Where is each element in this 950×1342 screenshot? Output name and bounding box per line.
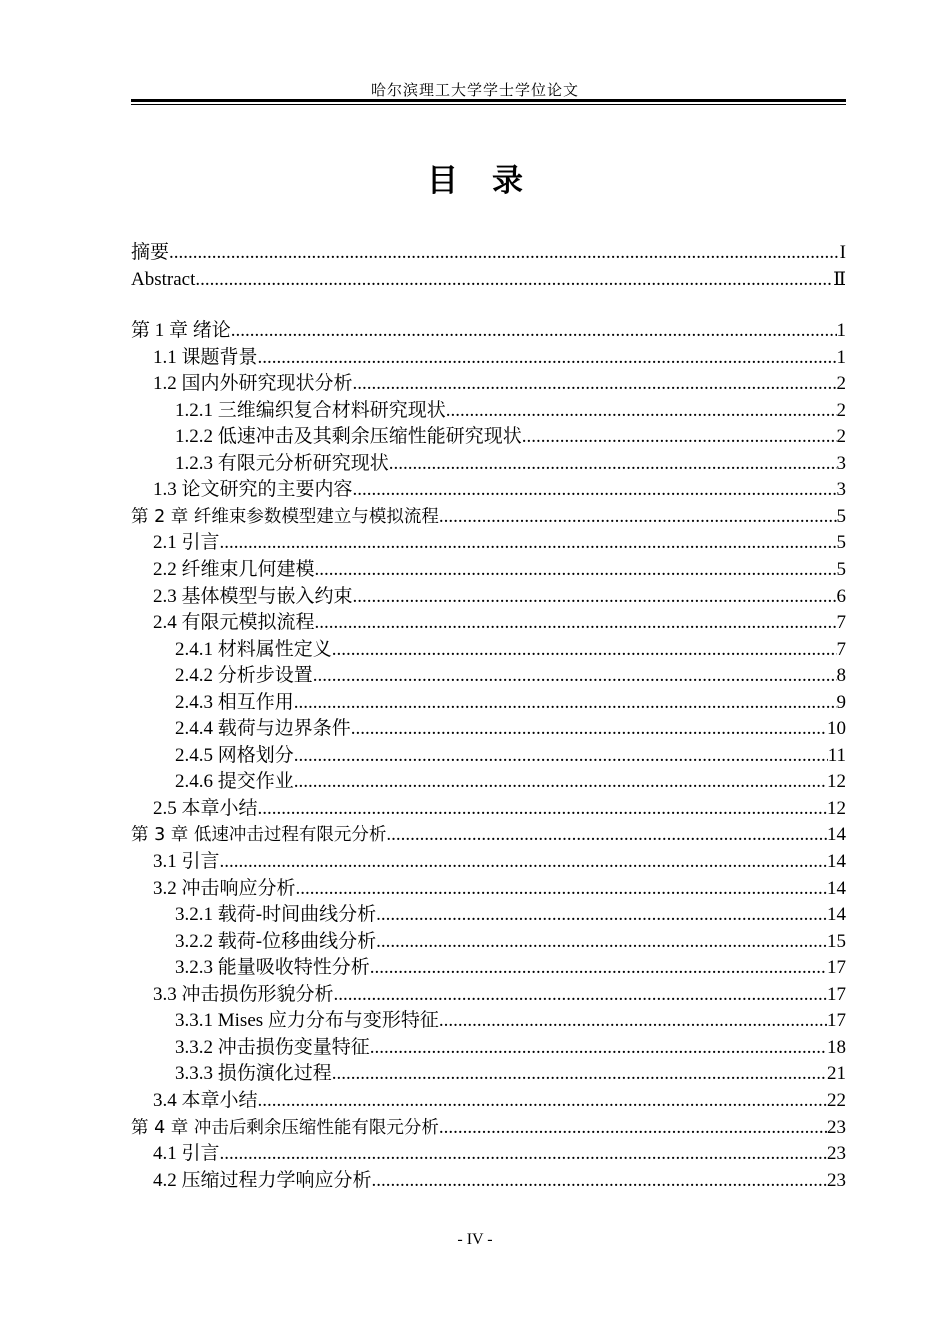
dot-leader: [296, 876, 827, 902]
toc-entry-page: 14: [827, 904, 846, 926]
toc-entry-title: 第 2 章 纤维束参数模型建立与模拟流程: [131, 506, 439, 527]
toc-entry[interactable]: [131, 876, 846, 902]
toc-entry-title: 1.2.1 三维编织复合材料研究现状: [175, 399, 446, 421]
toc-entry[interactable]: [131, 1008, 846, 1034]
toc-entry[interactable]: [131, 716, 846, 742]
toc-entry-title: 3.2.1 载荷-时间曲线分析: [175, 904, 377, 926]
toc-entry-title: 2.2 纤维束几何建模: [153, 558, 315, 580]
toc-entry[interactable]: [131, 663, 846, 689]
toc-entry-page: 2: [836, 373, 846, 395]
toc-entry-page: 21: [827, 1063, 846, 1085]
dot-leader: [386, 822, 827, 848]
toc-entry-page: 2: [836, 426, 846, 448]
toc-entry-page: I: [839, 242, 846, 263]
toc-entry-title: 1.2.2 低速冲击及其剩余压缩性能研究现状: [175, 426, 522, 448]
page-number-footer: - IV -: [457, 1231, 493, 1248]
toc-entry-title: 3.3.2 冲击损伤变量特征: [175, 1036, 370, 1058]
toc-entry-title: 2.4.6 提交作业: [175, 771, 294, 793]
toc-entry-page: 23: [827, 1169, 846, 1191]
dot-leader: [315, 557, 837, 583]
title-char-1: 目: [427, 163, 458, 199]
toc-entry[interactable]: [131, 902, 846, 928]
dot-leader: [258, 1088, 827, 1114]
dot-leader: [351, 716, 827, 742]
toc-entry-title: 3.2.2 载荷-位移曲线分析: [175, 930, 377, 952]
toc-entry-page: 15: [827, 930, 846, 952]
toc-entry-title: 摘要: [131, 242, 170, 263]
toc-entry[interactable]: [131, 477, 846, 503]
header-rule-thin: [131, 104, 846, 105]
toc-entry-title: 3.2.3 能量吸收特性分析: [175, 957, 370, 979]
toc-entry[interactable]: [131, 530, 846, 556]
toc-entry[interactable]: [131, 1088, 846, 1114]
toc-entry[interactable]: [131, 849, 846, 875]
toc-entry[interactable]: [131, 504, 846, 530]
toc-entry[interactable]: [131, 345, 846, 371]
toc-entry[interactable]: [131, 451, 846, 477]
toc-entry-title: 第 4 章 冲击后剩余压缩性能有限元分析: [131, 1117, 439, 1138]
toc-entry-page: 1: [836, 346, 846, 368]
toc-entry[interactable]: [131, 637, 846, 663]
dot-leader: [313, 663, 837, 689]
toc-entry[interactable]: [131, 822, 846, 848]
toc-entry-page: 11: [827, 744, 846, 766]
toc-entry[interactable]: [131, 267, 846, 293]
toc-entry-title: Abstract: [131, 268, 196, 290]
toc-entry[interactable]: [131, 398, 846, 424]
toc-entry[interactable]: [131, 1115, 846, 1141]
toc-entry-page: 1: [836, 320, 846, 341]
toc-entry-title: 1.2.3 有限元分析研究现状: [175, 452, 389, 474]
toc-entry-title: 2.4.5 网格划分: [175, 744, 294, 766]
toc-entry-title: 2.1 引言: [153, 532, 220, 554]
toc-entry[interactable]: [131, 929, 846, 955]
toc-entry-title: 2.5 本章小结: [153, 797, 258, 819]
toc-entry-page: 7: [836, 612, 846, 634]
dot-leader: [231, 318, 837, 344]
dot-leader: [315, 610, 837, 636]
title-char-2: 录: [492, 163, 523, 199]
toc-entry-page: 22: [827, 1089, 846, 1111]
toc-entry-page: 14: [827, 824, 846, 846]
toc-entry[interactable]: [131, 318, 846, 344]
toc-entry-title: 第 1 章 绪论: [131, 320, 231, 341]
toc-entry-page: 14: [827, 877, 846, 899]
toc-entry-title: 3.1 引言: [153, 851, 220, 872]
toc-entry-title: 2.3 基体模型与嵌入约束: [153, 585, 353, 607]
dot-leader: [195, 267, 833, 293]
toc-entry-page: 14: [827, 851, 846, 872]
header-rule-thick: [131, 99, 846, 102]
toc-entry-page: Ⅱ: [833, 268, 846, 290]
dot-leader: [446, 398, 837, 424]
toc-entry-title: 4.1 引言: [153, 1143, 220, 1165]
toc-entry[interactable]: [131, 1141, 846, 1167]
toc-entry-page: 7: [836, 638, 846, 660]
dot-leader: [258, 796, 827, 822]
toc-entry-page: 18: [827, 1036, 846, 1058]
dot-leader: [294, 743, 828, 769]
toc-entry-title: 2.4.4 载荷与边界条件: [175, 718, 351, 740]
dot-leader: [332, 637, 837, 663]
toc-entry-page: 3: [836, 452, 846, 474]
toc-entry-title: 4.2 压缩过程力学响应分析: [153, 1169, 372, 1191]
toc-entry-title: 1.3 论文研究的主要内容: [153, 479, 353, 501]
toc-entry-page: 12: [827, 771, 846, 793]
toc-entry-page: 5: [836, 558, 846, 580]
dot-leader: [294, 690, 837, 716]
dot-leader: [370, 1035, 827, 1061]
toc-entry-title: 3.2 冲击响应分析: [153, 877, 296, 899]
toc-entry-title: 第 3 章 低速冲击过程有限元分析: [131, 825, 387, 846]
dot-leader: [439, 1115, 827, 1141]
dot-leader: [372, 1168, 827, 1194]
toc-entry[interactable]: [131, 1061, 846, 1087]
dot-leader: [169, 240, 840, 266]
toc-entry[interactable]: [131, 955, 846, 981]
toc-entry-page: 23: [827, 1143, 846, 1165]
dot-leader: [353, 371, 837, 397]
toc-entry-title: 3.3 冲击损伤形貌分析: [153, 983, 334, 1005]
toc-entry[interactable]: [131, 1168, 846, 1194]
toc-entry[interactable]: [131, 769, 846, 795]
dot-leader: [334, 982, 827, 1008]
toc-entry-page: 17: [827, 957, 846, 979]
dot-leader: [376, 929, 827, 955]
toc-entry-page: 23: [827, 1116, 846, 1138]
dot-leader: [353, 584, 837, 610]
toc-entry[interactable]: [131, 584, 846, 610]
dot-leader: [220, 849, 827, 875]
toc-entry[interactable]: [131, 982, 846, 1008]
toc-entry-page: 9: [836, 691, 846, 713]
dot-leader: [258, 345, 837, 371]
toc-entry-page: 2: [836, 399, 846, 421]
toc-entry[interactable]: [131, 796, 846, 822]
toc-entry-title: 1.2 国内外研究现状分析: [153, 373, 353, 395]
toc-entry-page: 5: [836, 505, 846, 527]
dot-leader: [376, 902, 827, 928]
dot-leader: [353, 477, 837, 503]
toc-entry-title: 3.3.1 Mises 应力分布与变形特征: [175, 1010, 439, 1032]
toc-entry-page: 6: [836, 585, 846, 607]
dot-leader: [389, 451, 837, 477]
page-title: [0, 155, 950, 200]
toc-entry-page: 8: [836, 665, 846, 687]
toc-entry[interactable]: [131, 424, 846, 450]
running-header: 哈尔滨理工大学学士学位论文: [370, 83, 579, 99]
dot-leader: [370, 955, 827, 981]
dot-leader: [294, 769, 827, 795]
dot-leader: [439, 1008, 827, 1034]
toc-entry-page: 17: [827, 983, 846, 1005]
toc-entry-title: 3.3.3 损伤演化过程: [175, 1063, 332, 1085]
toc-entry[interactable]: [131, 371, 846, 397]
toc-entry[interactable]: [131, 610, 846, 636]
toc-entry-title: 2.4 有限元模拟流程: [153, 612, 315, 634]
dot-leader: [439, 504, 837, 530]
toc-entry-title: 3.4 本章小结: [153, 1089, 258, 1111]
dot-leader: [522, 424, 837, 450]
toc-entry-page: 17: [827, 1010, 846, 1032]
toc-entry-title: 2.4.1 材料属性定义: [175, 638, 332, 660]
toc-entry-page: 12: [827, 797, 846, 819]
toc-entry[interactable]: [131, 1035, 846, 1061]
toc-entry[interactable]: [131, 690, 846, 716]
dot-leader: [332, 1061, 827, 1087]
toc-entry[interactable]: [131, 240, 846, 266]
toc-entry-page: 3: [836, 479, 846, 501]
toc-entry-page: 5: [836, 532, 846, 554]
dot-leader: [220, 530, 837, 556]
toc-entry[interactable]: [131, 557, 846, 583]
toc-entry-title: 1.1 课题背景: [153, 346, 258, 368]
toc-entry-title: 2.4.3 相互作用: [175, 691, 294, 713]
toc-entry-page: 10: [827, 718, 846, 740]
toc-entry-title: 2.4.2 分析步设置: [175, 665, 313, 687]
toc-entry[interactable]: [131, 743, 846, 769]
dot-leader: [220, 1141, 827, 1167]
